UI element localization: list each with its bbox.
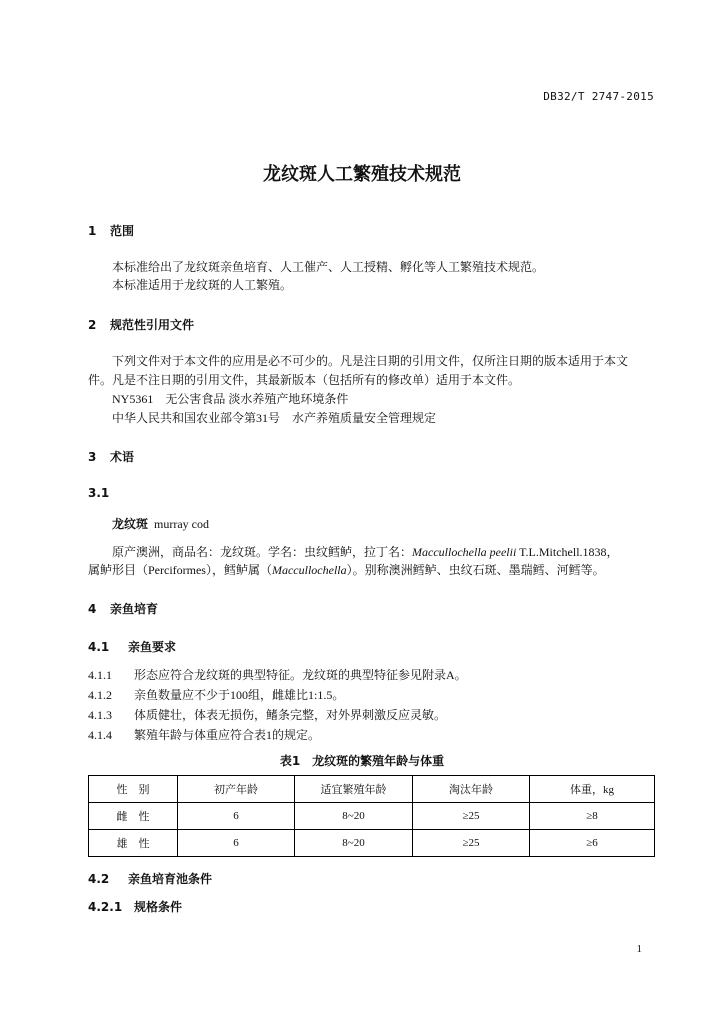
subsection-heading-4-1: 4.1 亲鱼要求 — [88, 640, 177, 654]
table-header-cell: 初产年龄 — [178, 776, 295, 803]
section-heading-terms: 3 术语 — [88, 450, 135, 464]
table-cell: 雌 性 — [89, 803, 178, 830]
list-item-4-1-3: 4.1.3 体质健壮，体表无损伤，鳍条完整，对外界刺激反应灵敏。 — [88, 708, 447, 722]
table-caption: 表1 龙纹斑的繁殖年龄与体重 — [279, 754, 445, 768]
section-heading-broodstock: 4 亲鱼培育 — [88, 602, 159, 616]
section-heading-references: 2 规范性引用文件 — [88, 318, 195, 332]
genus-name: Maccullochella — [271, 563, 347, 577]
term-definition-line-1: 原产澳洲，商品名：龙纹斑。学名：虫纹鳕鲈，拉丁名：Maccullochella peelii T.L.Mitchell.1838， — [112, 545, 619, 559]
reference-item-ny5361: NY5361 无公害食品 淡水养殖产地环境条件 — [112, 392, 349, 406]
table-cell: ≥25 — [413, 803, 530, 830]
table-cell: ≥6 — [530, 830, 655, 857]
breeding-age-weight-table — [88, 775, 655, 857]
document-title: 龙纹斑人工繁殖技术规范 — [263, 164, 461, 185]
table-row — [89, 830, 655, 857]
table-header-cell: 适宜繁殖年龄 — [295, 776, 413, 803]
references-paragraph-line-2: 件。凡是不注日期的引用文件，其最新版本（包括所有的修改单）适用于本文件。 — [88, 373, 521, 387]
table-cell: 6 — [178, 830, 295, 857]
table-row — [89, 803, 655, 830]
term-definition-line-2: 属鲈形目（Perciformes），鳕鲈属（Maccullochella）。别称澳洲鳕鲈、虫纹石斑、墨瑞鳕、河鳕等。 — [88, 563, 605, 577]
table-header-cell: 体重，kg — [530, 776, 655, 803]
reference-item-decree-31: 中华人民共和国农业部令第31号 水产养殖质量安全管理规定 — [112, 411, 437, 425]
table-cell: ≥25 — [413, 830, 530, 857]
table-cell: 8~20 — [295, 803, 413, 830]
term-chinese: 龙纹斑 — [112, 517, 149, 531]
list-item-4-1-2: 4.1.2 亲鱼数量应不少于100组，雌雄比1:1.5。 — [88, 688, 345, 702]
list-item-4-1-4: 4.1.4 繁殖年龄与体重应符合表1的规定。 — [88, 728, 321, 742]
table-header-row — [89, 776, 655, 803]
references-paragraph-line-1: 下列文件对于本文件的应用是必不可少的。凡是注日期的引用文件，仅所注日期的版本适用于本文 — [112, 354, 629, 368]
table-header-cell: 淘汰年龄 — [413, 776, 530, 803]
section-heading-scope: 1 范围 — [88, 224, 135, 238]
term-number: 3.1 — [88, 486, 110, 500]
scope-paragraph-1: 本标准给出了龙纹斑亲鱼培育、人工催产、人工授精、孵化等人工繁殖技术规范。 — [112, 260, 545, 274]
subsection-heading-4-2-1: 4.2.1 规格条件 — [88, 900, 183, 914]
document-number: DB32/T 2747-2015 — [543, 90, 654, 103]
table-cell: ≥8 — [530, 803, 655, 830]
page-number: 1 — [636, 943, 642, 955]
latin-name: Maccullochella peelii — [412, 545, 517, 559]
list-item-4-1-1: 4.1.1 形态应符合龙纹斑的典型特征。龙纹斑的典型特征参见附录A。 — [88, 668, 467, 682]
subsection-heading-4-2: 4.2 亲鱼培育池条件 — [88, 872, 213, 886]
table-cell: 雄 性 — [89, 830, 178, 857]
term-english: murray cod — [154, 517, 209, 531]
table-cell: 8~20 — [295, 830, 413, 857]
table-header-cell: 性 别 — [89, 776, 178, 803]
term-entry — [112, 515, 209, 532]
scope-paragraph-2: 本标准适用于龙纹斑的人工繁殖。 — [112, 278, 293, 292]
table-cell: 6 — [178, 803, 295, 830]
